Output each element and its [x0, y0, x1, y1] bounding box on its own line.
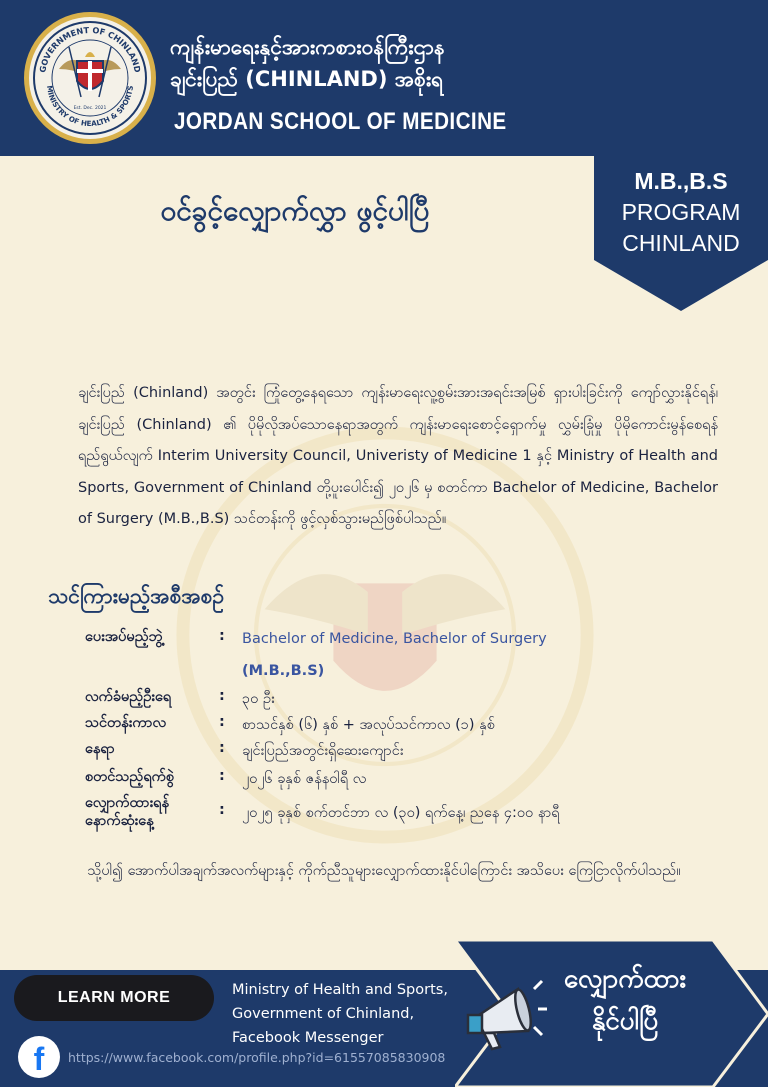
learn-more-button[interactable]: LEARN MORE	[14, 975, 214, 1021]
ministry-title: ကျန်းမာရေးနှင့်အားကစားဝန်ကြီးဌာန	[170, 35, 445, 59]
detail-value: ၂၀၂၅ ခုနှစ် စက်တင်ဘာ လ (၃၀) ရက်နေ့၊ ညနေ ၄:၀၀ နာရီ	[242, 805, 560, 821]
detail-value: ၂၀၂၆ ခုနှစ် ဇန်နဝါရီ လ	[242, 771, 367, 787]
detail-value: ချင်းပြည်အတွင်းရှိဆေးကျောင်း	[242, 743, 404, 759]
school-name: JORDAN SCHOOL OF MEDICINE	[174, 108, 507, 135]
detail-label: နေရာ	[85, 741, 115, 757]
ministry-contact	[232, 978, 448, 1050]
government-title: ချင်းပြည် (CHINLAND) အစိုးရ	[170, 67, 444, 91]
detail-colon: :	[219, 714, 225, 730]
detail-value-sub: (M.B.,B.S)	[242, 663, 325, 679]
detail-label: စတင်သည့်ရက်စွဲ	[85, 769, 175, 785]
ministry-line-3: Facebook Messenger	[232, 1030, 384, 1046]
detail-value: ၃၀ ဦး	[242, 691, 275, 707]
closing-paragraph: သို့ပါ၍ အောက်ပါအချက်အလက်များနှင့် ကိုက်ညီသူများလျှောက်ထားနိုင်ပါကြောင်း အသိပေး ကြေငြာလိုက်ပါသည်။	[87, 863, 681, 879]
seal-top-text: GOVERNMENT OF CHINLAND	[37, 24, 143, 74]
seal-est-text: Est. Dec. 2021	[73, 106, 107, 111]
ministry-line-2: Government of Chinland,	[232, 1006, 415, 1022]
detail-colon: :	[219, 768, 225, 784]
intro-paragraph: ချင်းပြည် (Chinland) အတွင်း ကြုံတွေ့နေရသော ကျန်းမာရေးလူ့စွမ်းအားအရင်းအမြစ် ရှားပါးခြင်းကို ကျော်လွှားနိုင်ရန်၊ ချင်းပြည် (Chinland) ၏ ပိုမိုလိုအပ်သောနေရာအတွက် ကျန်းမာရေးစောင့်ရှောက်မှု လွှမ်းခြုံမှု ပိုမိုကောင်းမွန်စေရန် ရည်ရွယ်လျက် Interim University Council, Univeristy of Medicine 1 နှင့် Ministry of Health and Sports, Government of Chinland တို့ပူးပေါင်း၍ ၂၀၂၆ မှ စတင်ကာ Bachelor of Medicine, Bachelor of Surgery (M.B.,B.S) သင်တန်းကို ဖွင့်လှစ်သွားမည်ဖြစ်ပါသည်။	[78, 385, 719, 527]
detail-label: ပေးအပ်မည့်ဘွဲ့	[85, 629, 163, 645]
curriculum-section-title: သင်ကြားမည့်အစီအစဉ်	[48, 584, 225, 608]
program-badge	[594, 156, 768, 311]
ministry-line-1: Ministry of Health and Sports,	[232, 982, 448, 998]
facebook-url-link[interactable]: https://www.facebook.com/profile.php?id=61557085830908	[68, 1050, 446, 1065]
seal-logo-icon	[24, 12, 156, 144]
detail-value: စာသင်နှစ် (၆) နှစ် + အလုပ်သင်ကာလ (၁) နှစ်	[242, 717, 495, 733]
apply-line-2: နိုင်ပါပြီ	[591, 1006, 659, 1036]
detail-label: လျှောက်ထားရန် နောက်ဆုံးနေ့	[85, 795, 169, 829]
detail-label: လက်ခံမည့်ဦးရေ	[85, 689, 172, 705]
facebook-icon[interactable]: f	[18, 1036, 60, 1078]
apply-now-text[interactable]	[535, 958, 715, 1042]
detail-colon: :	[219, 802, 225, 818]
detail-colon: :	[219, 628, 225, 644]
badge-line-2: PROGRAM	[621, 199, 741, 225]
seal-bottom-text: MINISTRY OF HEALTH & SPORTS	[44, 84, 135, 129]
detail-label: သင်တန်းကာလ	[85, 715, 167, 731]
badge-line-3: CHINLAND	[622, 230, 740, 256]
badge-line-1: M.B.,B.S	[634, 168, 728, 194]
detail-colon: :	[219, 740, 225, 756]
applications-open-title: ဝင်ခွင့်လျှောက်လွှာ ဖွင့်ပါပြီ	[160, 194, 430, 227]
apply-line-1: လျှောက်ထား	[563, 964, 687, 994]
detail-colon: :	[219, 688, 225, 704]
detail-value: Bachelor of Medicine, Bachelor of Surgery	[242, 631, 547, 647]
